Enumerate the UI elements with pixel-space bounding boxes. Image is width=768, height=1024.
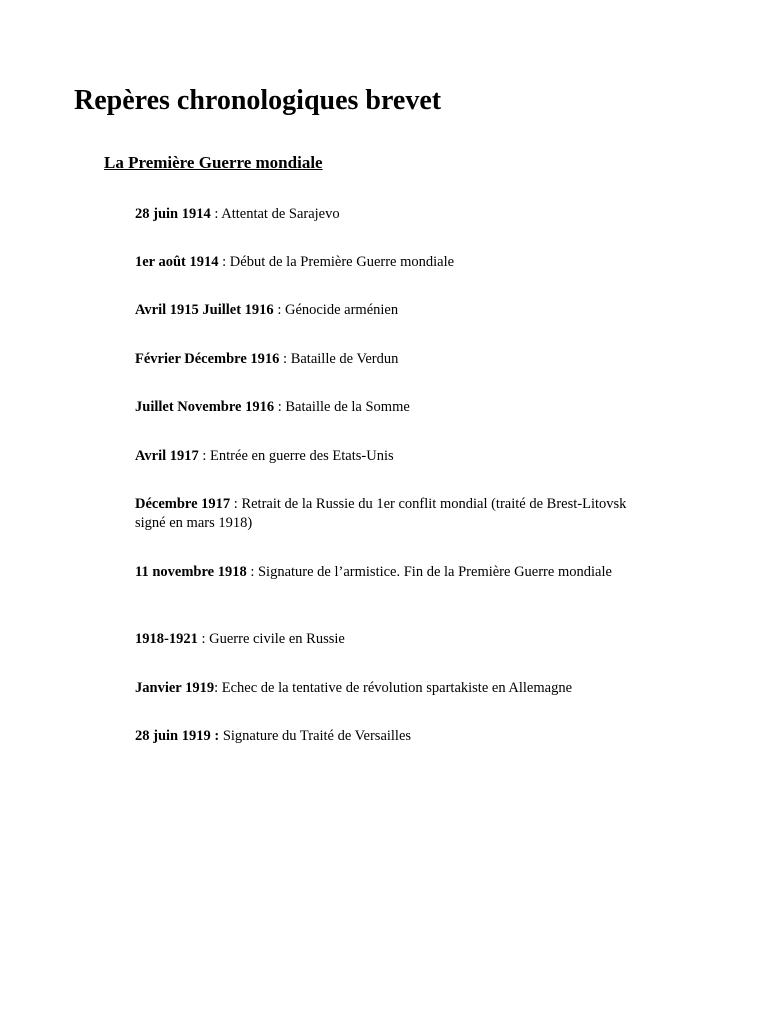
timeline-item <box>135 301 635 320</box>
event-date: 11 novembre 1918 <box>135 564 247 580</box>
event-date: Décembre 1917 <box>135 496 231 512</box>
event-description: Signature du Traité de Versailles <box>222 728 412 744</box>
event-date: Avril 1917 <box>135 448 199 464</box>
page-title: Repères chronologiques brevet <box>74 85 442 116</box>
event-date: 28 juin 1914 <box>135 206 211 222</box>
event-description: Retrait de la Russie du 1er conflit mondial (traité de Brest-Litovsk signé en mars 1918) <box>135 496 627 531</box>
event-date: 1er août 1914 <box>135 254 219 270</box>
timeline-item <box>135 495 635 533</box>
timeline-item <box>135 679 635 698</box>
event-separator: : <box>197 631 210 647</box>
event-description: Bataille de Verdun <box>290 351 399 367</box>
event-date: 28 juin 1919 : <box>135 728 220 744</box>
event-separator: : <box>230 496 242 512</box>
event-date: Janvier 1919 <box>135 680 215 696</box>
event-date: 1918-1921 <box>135 631 198 647</box>
timeline-item <box>135 205 635 224</box>
timeline-item <box>135 253 635 272</box>
event-date: Avril 1915 Juillet 1916 <box>135 302 274 318</box>
event-separator: : <box>246 564 258 580</box>
event-description: Guerre civile en Russie <box>209 631 345 647</box>
timeline-item <box>135 563 635 582</box>
timeline-item <box>135 350 635 369</box>
event-description: Bataille de la Somme <box>285 399 410 415</box>
timeline-item <box>135 630 635 649</box>
event-separator: : <box>273 302 285 318</box>
event-description: Entrée en guerre des Etats-Unis <box>210 448 394 464</box>
event-separator: : <box>274 399 286 415</box>
event-separator: : <box>279 351 291 367</box>
event-date: Février Décembre 1916 <box>135 351 280 367</box>
event-description: Attentat de Sarajevo <box>221 206 340 222</box>
event-separator: : <box>210 206 222 222</box>
timeline-item <box>135 447 635 466</box>
timeline-item <box>135 398 635 417</box>
event-description: Echec de la tentative de révolution spartakiste en Allemagne <box>221 680 573 696</box>
event-separator: : <box>198 448 211 464</box>
event-separator: : <box>218 254 230 270</box>
event-description: Début de la Première Guerre mondiale <box>229 254 455 270</box>
timeline-item <box>135 727 635 746</box>
event-separator: : <box>214 680 222 696</box>
event-description: Génocide arménien <box>284 302 399 318</box>
event-description: Signature de l’armistice. Fin de la Première Guerre mondiale <box>257 564 612 580</box>
event-date: Juillet Novembre 1916 <box>135 399 275 415</box>
section-heading: La Première Guerre mondiale <box>104 153 323 172</box>
